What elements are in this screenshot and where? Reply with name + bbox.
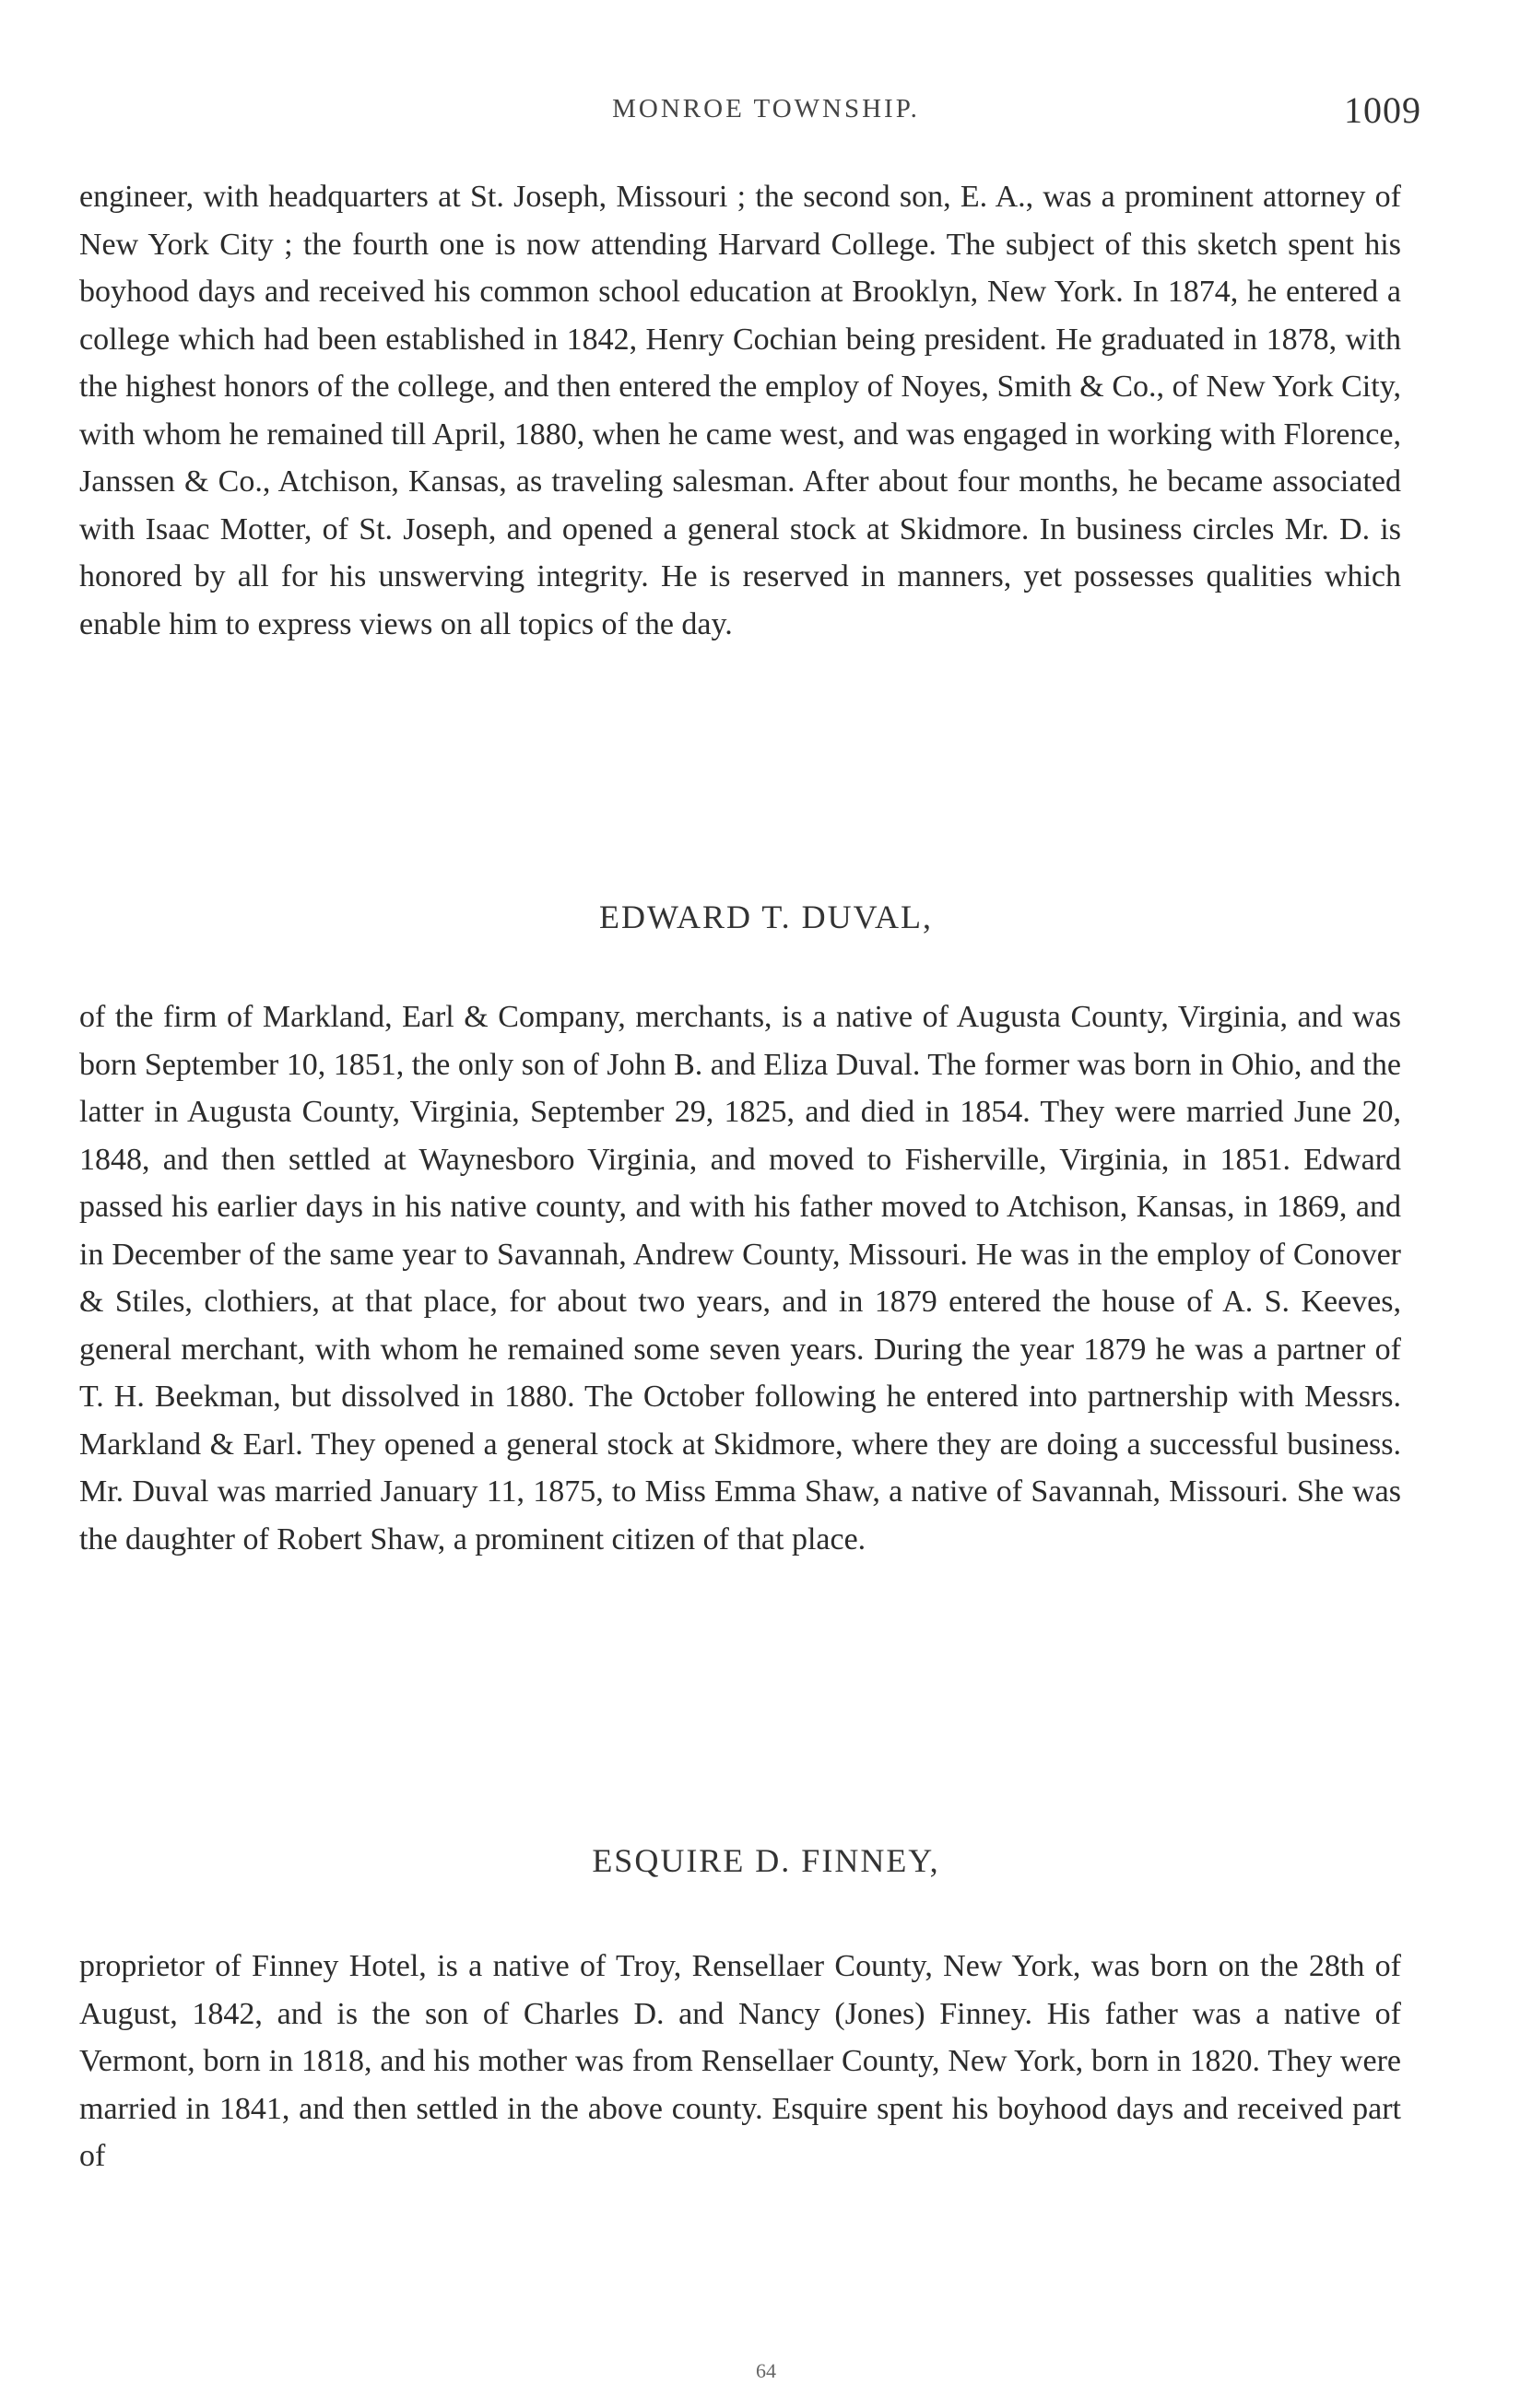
signature-mark: 64 <box>756 2359 776 2382</box>
edward-duval-biography-paragraph <box>79 993 1401 1563</box>
section-heading-esquire-finney: ESQUIRE D. FINNEY, <box>592 1842 940 1879</box>
paragraph-text: of the firm of Markland, Earl & Company, merchants, is a native of Augusta County, Virginia, and was born September 10, 1851, the only son of John B. and Eliza Duval. The former was born in Ohio, and the latter in Augusta County, Virginia, September 29, 1825, and died in 1854. They were married June 20, 1848, and then settled at Waynesboro Virginia, and moved to Fisherville, Virginia, in 1851. Edward passed his earlier days in his native county, and with his father moved to Atchison, Kansas, in 1869, and in December of the same year to Savannah, Andrew County, Missouri. He was in the employ of Conover & Stiles, clothiers, at that place, for about two years, and in 1879 entered the house of A. S. Keeves, general merchant, with whom he remained some seven years. During the year 1879 he was a partner of T. H. Beekman, but dissolved in 1880. The October following he entered into partnership with Messrs. Markland & Earl. They opened a general stock at Skidmore, where they are doing a successful business. Mr. Duval was married January 11, 1875, to Miss Emma Shaw, a native of Savannah, Missouri. She was the daughter of Robert Shaw, a prominent citizen of that place. <box>79 1000 1401 1556</box>
paragraph-text: engineer, with headquarters at St. Joseph, Missouri ; the second son, E. A., was a prominent attorney of New York City ; the fourth one is now attending Harvard College. The subject of this sketch spent his boyhood days and received his common school education at Brooklyn, New York. In 1874, he entered a college which had been established in 1842, Henry Cochian being president. He graduated in 1878, with the highest honors of the college, and then entered the employ of Noyes, Smith & Co., of New York City, with whom he remained till April, 1880, when he came west, and was engaged in working with Florence, Janssen & Co., Atchison, Kansas, as traveling salesman. After about four months, he became associated with Isaac Motter, of St. Joseph, and opened a general stock at Skidmore. In business circles Mr. D. is honored by all for his unswerving integrity. He is reserved in manners, yet possesses qualities which enable him to express views on all topics of the day. <box>79 180 1401 641</box>
running-head <box>0 88 1532 135</box>
section-heading-edward-duval: EDWARD T. DUVAL, <box>599 899 933 935</box>
esquire-finney-biography-paragraph <box>79 1943 1401 2180</box>
continued-biography-paragraph <box>79 173 1401 648</box>
paragraph-text: proprietor of Finney Hotel, is a native of Troy, Rensellaer County, New York, was born on the 28th of August, 1842, and is the son of Charles D. and Nancy (Jones) Finney. His father was a native of Vermont, born in 1818, and his mother was from Rensellaer County, New York, born in 1820. They were married in 1841, and then settled in the above county. Esquire spent his boyhood days and received part of <box>79 1949 1401 2173</box>
running-title: MONROE TOWNSHIP. <box>612 94 920 123</box>
page-number: 1009 <box>1344 89 1421 131</box>
